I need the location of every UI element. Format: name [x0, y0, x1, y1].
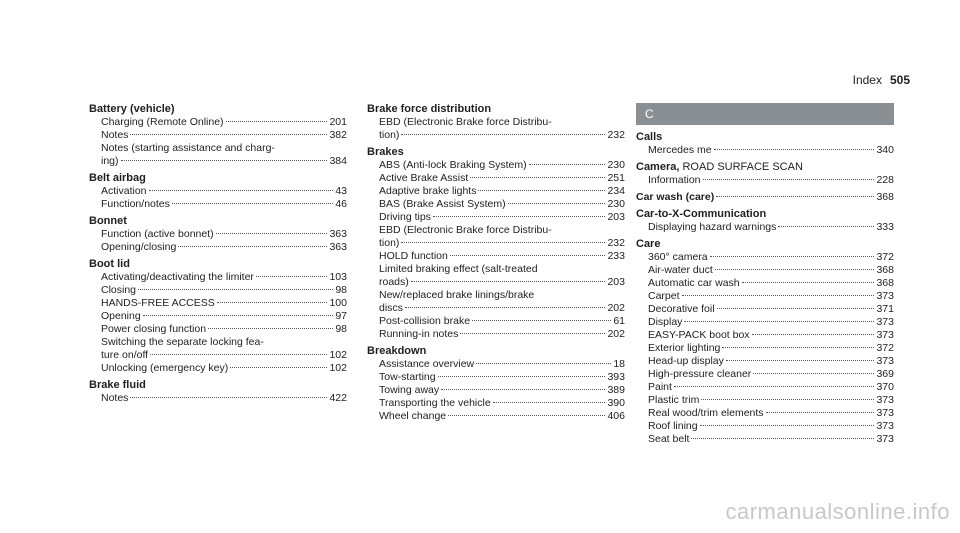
- entry-text: Notes: [101, 129, 129, 141]
- heading-subtext: ROAD SURFACE SCAN: [679, 161, 803, 173]
- entry-text: Function/notes: [101, 198, 170, 210]
- page-ref[interactable]: 228: [876, 174, 894, 186]
- index-entry[interactable]: [636, 303, 894, 316]
- page-header: [853, 73, 910, 87]
- index-entry[interactable]: [636, 251, 894, 264]
- page-ref[interactable]: 384: [329, 155, 347, 167]
- entry-text: Post-collision brake: [379, 315, 471, 327]
- index-heading-entry[interactable]: [636, 191, 894, 204]
- index-group: [367, 103, 625, 142]
- page-ref[interactable]: 373: [876, 290, 894, 302]
- heading-text: Brake fluid: [89, 379, 146, 391]
- page-ref[interactable]: 103: [329, 271, 347, 283]
- entry-text: Opening/closing: [101, 241, 177, 253]
- entry-text: Charging (Remote Online): [101, 116, 224, 128]
- entry-text-wrap: Switching the separate locking fea-: [101, 336, 264, 348]
- index-entry[interactable]: [367, 172, 625, 185]
- leader-dots: [172, 203, 333, 204]
- entry-text: roads): [379, 276, 409, 288]
- entry-text: Carpet: [648, 290, 680, 302]
- page-ref[interactable]: 234: [607, 185, 625, 197]
- index-entry[interactable]: [636, 355, 894, 368]
- leader-dots: [208, 328, 333, 329]
- page-ref[interactable]: 203: [607, 276, 625, 288]
- entry-text: discs: [379, 302, 403, 314]
- leader-dots: [433, 216, 606, 217]
- entry-text: Mercedes me: [648, 144, 712, 156]
- leader-dots: [752, 334, 875, 335]
- entry-text-wrap: Notes (starting assistance and charg-: [101, 142, 275, 154]
- page-ref[interactable]: 372: [876, 342, 894, 354]
- heading-text: Brakes: [367, 146, 404, 158]
- page-ref[interactable]: 373: [876, 329, 894, 341]
- entry-text: Activating/deactivating the limiter: [101, 271, 254, 283]
- index-entry[interactable]: [89, 310, 347, 323]
- index-entry[interactable]: [367, 129, 625, 142]
- index-group: [89, 103, 347, 168]
- index-entry[interactable]: [89, 349, 347, 362]
- leader-dots: [138, 289, 333, 290]
- entry-text: 360° camera: [648, 251, 708, 263]
- watermark: carmanualsonline.info: [725, 499, 950, 524]
- page-ref[interactable]: 233: [607, 250, 625, 262]
- heading-text: Battery (vehicle): [89, 103, 175, 115]
- entry-text: HANDS-FREE ACCESS: [101, 297, 215, 309]
- entry-text: Function (active bonnet): [101, 228, 214, 240]
- index-group: [636, 131, 894, 157]
- index-entry[interactable]: [89, 323, 347, 336]
- page-ref[interactable]: 98: [335, 284, 347, 296]
- entry-text: ABS (Anti-lock Braking System): [379, 159, 527, 171]
- entry-text: Roof lining: [648, 420, 698, 432]
- page-ref[interactable]: 390: [607, 397, 625, 409]
- leader-dots: [710, 256, 875, 257]
- leader-dots: [722, 347, 874, 348]
- index-entry[interactable]: [636, 316, 894, 329]
- index-group: [636, 208, 894, 234]
- index-entry[interactable]: [89, 185, 347, 198]
- index-heading: [367, 345, 625, 358]
- leader-dots: [715, 269, 875, 270]
- heading-text: Car-to-X-Communication: [636, 208, 767, 220]
- page-ref[interactable]: 333: [876, 221, 894, 233]
- entry-text: Plastic trim: [648, 394, 700, 406]
- page-ref[interactable]: 422: [329, 392, 347, 404]
- index-entry[interactable]: [367, 371, 625, 384]
- leader-dots: [178, 246, 327, 247]
- index-entry[interactable]: [367, 276, 625, 289]
- page-ref[interactable]: 393: [607, 371, 625, 383]
- leader-dots: [121, 160, 328, 161]
- leader-dots: [778, 226, 874, 227]
- entry-text: Running-in notes: [379, 328, 459, 340]
- index-entry[interactable]: [367, 384, 625, 397]
- heading-text: Care: [636, 238, 661, 250]
- page-ref[interactable]: 100: [329, 297, 347, 309]
- page-ref[interactable]: 61: [613, 315, 625, 327]
- index-entry[interactable]: [367, 159, 625, 172]
- index-heading: [89, 215, 347, 228]
- index-heading: [367, 146, 625, 159]
- index-group: [367, 345, 625, 423]
- leader-dots: [717, 308, 875, 309]
- entry-text: tion): [379, 237, 400, 249]
- page-ref[interactable]: 232: [607, 237, 625, 249]
- page-ref[interactable]: 373: [876, 394, 894, 406]
- leader-dots: [703, 179, 875, 180]
- index-entry[interactable]: [636, 221, 894, 234]
- leader-dots: [714, 149, 875, 150]
- index-heading: [367, 103, 625, 116]
- entry-text: ture on/off: [101, 349, 149, 361]
- entry-text: Assistance overview: [379, 358, 475, 370]
- heading-text: Brake force distribution: [367, 103, 492, 115]
- index-entry[interactable]: [89, 241, 347, 254]
- index-column-2: [367, 103, 625, 427]
- page-ref[interactable]: 98: [335, 323, 347, 335]
- index-entry[interactable]: [89, 129, 347, 142]
- index-entry[interactable]: [367, 397, 625, 410]
- heading-text: Car wash (care): [636, 191, 715, 203]
- leader-dots: [217, 302, 328, 303]
- index-entry[interactable]: [636, 381, 894, 394]
- entry-text-wrap: Limited braking effect (salt-treated: [379, 263, 538, 275]
- entry-text: Notes: [101, 392, 129, 404]
- page-ref[interactable]: 97: [335, 310, 347, 322]
- index-entry[interactable]: [89, 155, 347, 168]
- index-entry[interactable]: [636, 277, 894, 290]
- page-ref[interactable]: 340: [876, 144, 894, 156]
- leader-dots: [460, 333, 605, 334]
- leader-dots: [256, 276, 328, 277]
- index-entry[interactable]: [367, 410, 625, 423]
- page-ref[interactable]: 406: [607, 410, 625, 422]
- entry-text: Seat belt: [648, 433, 690, 445]
- leader-dots: [716, 196, 874, 197]
- entry-text: Unlocking (emergency key): [101, 362, 229, 374]
- leader-dots: [401, 134, 605, 135]
- entry-text: Tow-starting: [379, 371, 436, 383]
- header-label: Index: [852, 73, 882, 87]
- entry-text: Display: [648, 316, 683, 328]
- index-heading: [636, 161, 894, 174]
- leader-dots: [691, 438, 874, 439]
- heading-text: Camera,: [636, 161, 680, 173]
- page-ref[interactable]: 373: [876, 316, 894, 328]
- leader-dots: [438, 376, 606, 377]
- heading-text: Bonnet: [89, 215, 127, 227]
- entry-text: Activation: [101, 185, 147, 197]
- heading-text: Calls: [636, 131, 663, 143]
- leader-dots: [150, 354, 327, 355]
- page-ref[interactable]: 368: [876, 264, 894, 276]
- index-entry[interactable]: [636, 368, 894, 381]
- page-ref[interactable]: 373: [876, 433, 894, 445]
- index-group: [636, 161, 894, 187]
- page-ref[interactable]: 363: [329, 241, 347, 253]
- page-ref[interactable]: 389: [607, 384, 625, 396]
- leader-dots: [508, 203, 606, 204]
- index-group: [367, 146, 625, 341]
- index-entry[interactable]: [636, 144, 894, 157]
- page-ref[interactable]: 202: [607, 328, 625, 340]
- index-heading: [636, 208, 894, 221]
- index-heading: [89, 379, 347, 392]
- index-entry[interactable]: [367, 358, 625, 371]
- index-entry[interactable]: [636, 290, 894, 303]
- entry-text: tion): [379, 129, 400, 141]
- index-entry[interactable]: [89, 297, 347, 310]
- entry-text: Air-water duct: [648, 264, 713, 276]
- page-ref[interactable]: 369: [876, 368, 894, 380]
- index-entry[interactable]: [636, 420, 894, 433]
- entry-text: Adaptive brake lights: [379, 185, 477, 197]
- page-ref[interactable]: 102: [329, 362, 347, 374]
- page-ref[interactable]: 46: [335, 198, 347, 210]
- index-group: [89, 215, 347, 254]
- page-ref[interactable]: 203: [607, 211, 625, 223]
- index-entry[interactable]: [367, 250, 625, 263]
- leader-dots: [216, 233, 328, 234]
- page-ref[interactable]: 363: [329, 228, 347, 240]
- page-ref[interactable]: 43: [335, 185, 347, 197]
- entry-text: Opening: [101, 310, 141, 322]
- index-entry[interactable]: [367, 211, 625, 224]
- index-group: [636, 191, 894, 204]
- page-ref[interactable]: 371: [876, 303, 894, 315]
- leader-dots: [682, 295, 875, 296]
- index-heading: [636, 238, 894, 251]
- heading-text: Belt airbag: [89, 172, 146, 184]
- leader-dots: [701, 399, 874, 400]
- section-letter-bar: C: [636, 103, 894, 125]
- leader-dots: [726, 360, 875, 361]
- entry-text-wrap: EBD (Electronic Brake force Distribu-: [379, 224, 552, 236]
- index-entry[interactable]: [89, 271, 347, 284]
- page-ref[interactable]: 232: [607, 129, 625, 141]
- index-entry[interactable]: [89, 392, 347, 405]
- entry-text: Wheel change: [379, 410, 447, 422]
- entry-text: High-pressure cleaner: [648, 368, 752, 380]
- index-entry[interactable]: [636, 342, 894, 355]
- entry-text: Active Brake Assist: [379, 172, 469, 184]
- index-heading: [89, 172, 347, 185]
- entry-text: EASY-PACK boot box: [648, 329, 750, 341]
- leader-dots: [674, 386, 875, 387]
- leader-dots: [149, 190, 334, 191]
- page-ref[interactable]: 382: [329, 129, 347, 141]
- entry-text: Paint: [648, 381, 672, 393]
- entry-text: Exterior lighting: [648, 342, 721, 354]
- entry-text: Driving tips: [379, 211, 431, 223]
- entry-text: HOLD function: [379, 250, 448, 262]
- index-entry[interactable]: [636, 174, 894, 187]
- index-entry[interactable]: [636, 264, 894, 277]
- leader-dots: [684, 321, 874, 322]
- page-ref[interactable]: 368: [876, 191, 894, 203]
- entry-text: Towing away: [379, 384, 440, 396]
- leader-dots: [493, 402, 606, 403]
- leader-dots: [450, 255, 606, 256]
- index-entry[interactable]: [367, 302, 625, 315]
- index-group: [89, 258, 347, 375]
- page-ref[interactable]: 18: [613, 358, 625, 370]
- page-ref[interactable]: 102: [329, 349, 347, 361]
- entry-text: Decorative foil: [648, 303, 715, 315]
- leader-dots: [130, 134, 327, 135]
- page-ref[interactable]: 202: [607, 302, 625, 314]
- entry-text: Closing: [101, 284, 137, 296]
- page-ref[interactable]: 373: [876, 407, 894, 419]
- leader-dots: [700, 425, 875, 426]
- index-entry[interactable]: [89, 198, 347, 211]
- entry-text: Real wood/trim elements: [648, 407, 764, 419]
- page-ref[interactable]: 201: [329, 116, 347, 128]
- leader-dots: [766, 412, 875, 413]
- leader-dots: [411, 281, 606, 282]
- index-entry[interactable]: [89, 228, 347, 241]
- leader-dots: [143, 315, 334, 316]
- leader-dots: [478, 190, 605, 191]
- index-entry[interactable]: [89, 362, 347, 375]
- entry-text: BAS (Brake Assist System): [379, 198, 506, 210]
- index-entry[interactable]: [367, 198, 625, 211]
- page-ref[interactable]: 373: [876, 420, 894, 432]
- leader-dots: [472, 320, 611, 321]
- entry-text-wrap: EBD (Electronic Brake force Distribu-: [379, 116, 552, 128]
- index-entry[interactable]: [367, 315, 625, 328]
- index-entry[interactable]: [367, 328, 625, 341]
- leader-dots: [476, 363, 611, 364]
- heading-text: Breakdown: [367, 345, 427, 357]
- index-heading: [89, 103, 347, 116]
- index-entry[interactable]: [636, 394, 894, 407]
- entry-text: Information: [648, 174, 701, 186]
- index-entry[interactable]: [89, 284, 347, 297]
- index-entry[interactable]: [636, 433, 894, 446]
- entry-text: Head-up display: [648, 355, 724, 367]
- entry-text: ing): [101, 155, 119, 167]
- page-ref[interactable]: 251: [607, 172, 625, 184]
- entry-text: Transporting the vehicle: [379, 397, 491, 409]
- leader-dots: [529, 164, 606, 165]
- heading-text: Boot lid: [89, 258, 130, 270]
- leader-dots: [470, 177, 605, 178]
- index-group: [636, 238, 894, 446]
- leader-dots: [448, 415, 605, 416]
- index-entry[interactable]: [367, 237, 625, 250]
- index-entry[interactable]: [89, 116, 347, 129]
- page-ref[interactable]: 368: [876, 277, 894, 289]
- index-column-3: [636, 103, 894, 450]
- leader-dots: [441, 389, 605, 390]
- index-entry[interactable]: [636, 407, 894, 420]
- entry-text: Displaying hazard warnings: [648, 221, 777, 233]
- entry-text: Automatic car wash: [648, 277, 740, 289]
- page-ref[interactable]: 373: [876, 355, 894, 367]
- leader-dots: [401, 242, 605, 243]
- leader-dots: [742, 282, 875, 283]
- index-column-1: [89, 103, 347, 409]
- index-entry[interactable]: [636, 329, 894, 342]
- index-heading: [636, 131, 894, 144]
- entry-text-wrap: New/replaced brake linings/brake: [379, 289, 535, 301]
- entry-text: Power closing function: [101, 323, 207, 335]
- leader-dots: [230, 367, 327, 368]
- leader-dots: [226, 121, 328, 122]
- index-group: [89, 172, 347, 211]
- page-ref[interactable]: 370: [876, 381, 894, 393]
- leader-dots: [753, 373, 874, 374]
- leader-dots: [405, 307, 606, 308]
- page-ref[interactable]: 230: [607, 159, 625, 171]
- index-group: [89, 379, 347, 405]
- leader-dots: [130, 397, 327, 398]
- page-ref[interactable]: 372: [876, 251, 894, 263]
- page-ref[interactable]: 230: [607, 198, 625, 210]
- index-heading: [89, 258, 347, 271]
- index-entry[interactable]: [367, 185, 625, 198]
- page-number: 505: [889, 73, 910, 87]
